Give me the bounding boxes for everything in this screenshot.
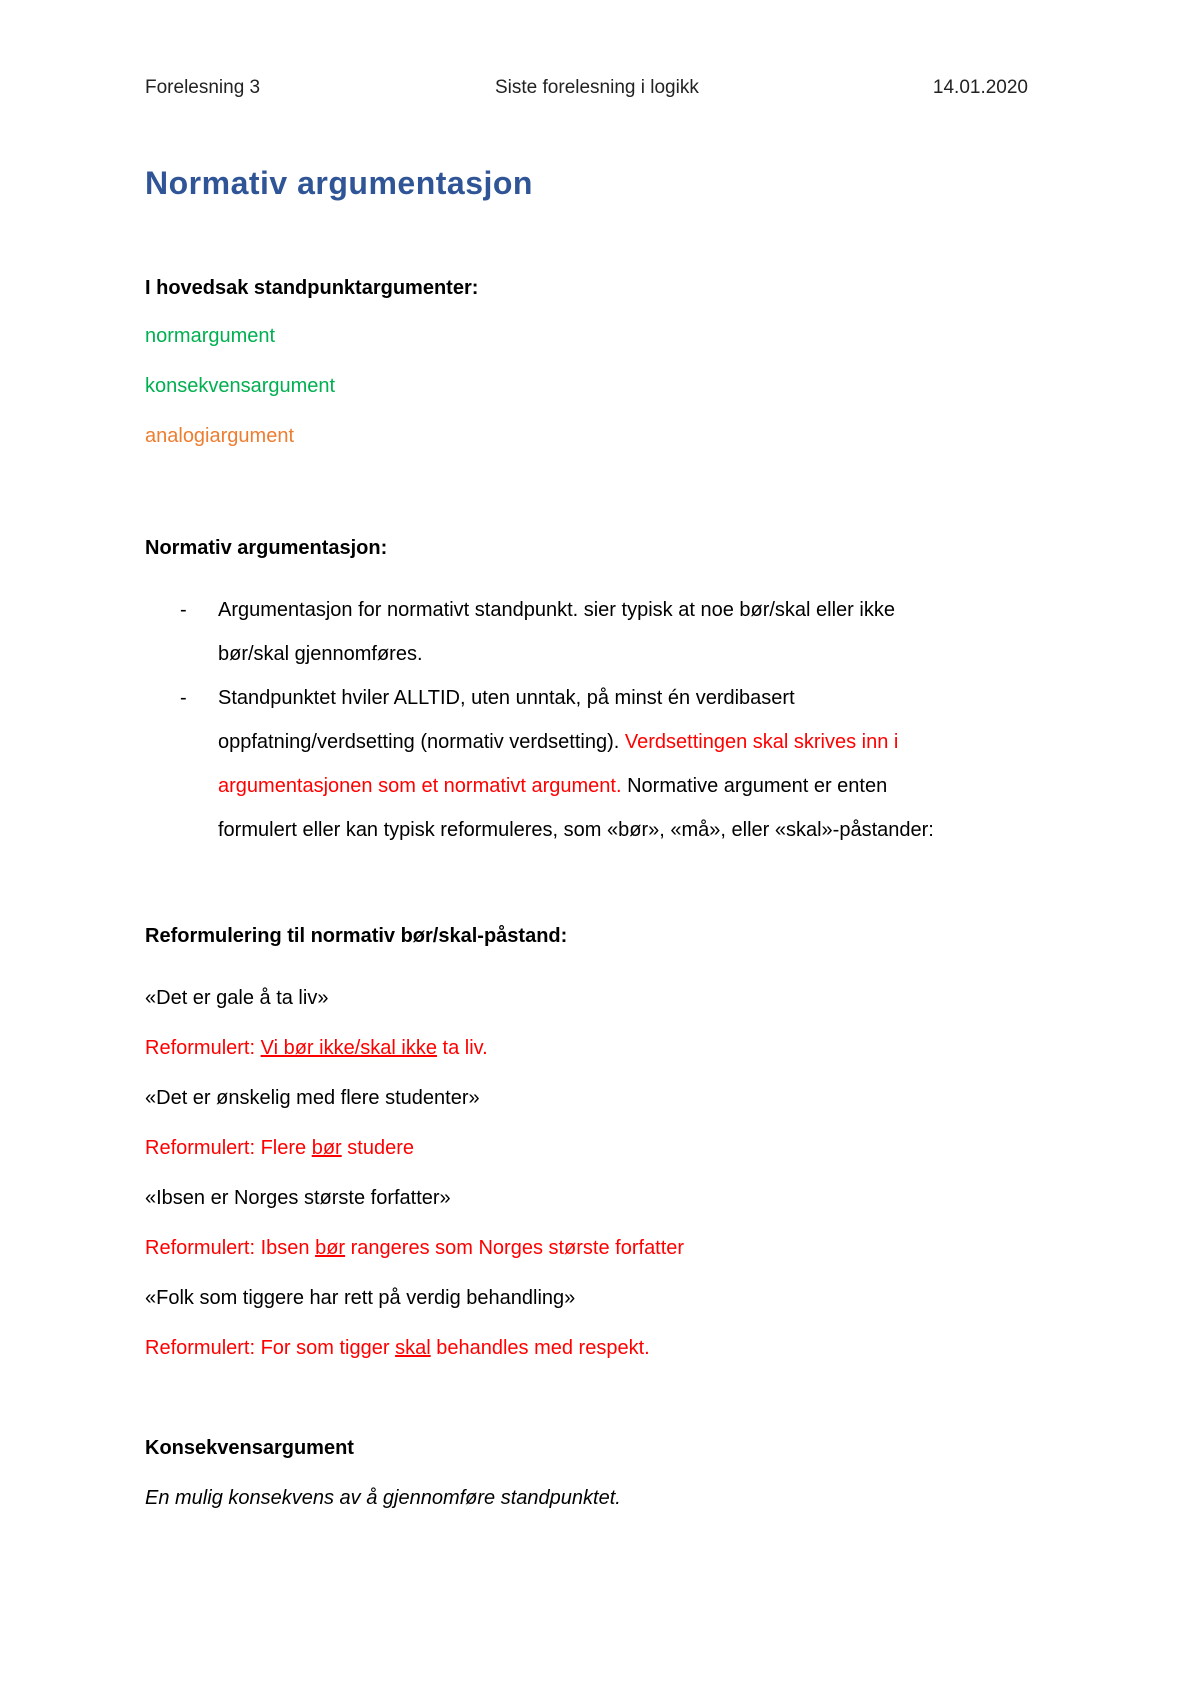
reformulated-prefix: Reformulert: For som tigger [145, 1337, 396, 1359]
bullet1-line2: bør/skal gjennomføres. [218, 643, 423, 665]
page-title: Normativ argumentasjon [145, 165, 533, 201]
header-lecture-number: Forelesning 3 [145, 77, 261, 98]
bullet2-line2 [218, 728, 898, 756]
reformulation-heading: Reformulering til normativ bør/skal-påstand: [145, 925, 568, 947]
bullet2-line2-highlight: Verdsettingen skal skrives inn i [619, 731, 899, 753]
example-reformulated [145, 1234, 684, 1262]
bullet2-line4: formulert eller kan typisk reformuleres, som «bør», «må», eller «skal»-påstander: [218, 819, 934, 841]
example-quote: «Det er ønskelig med flere studenter» [145, 1087, 480, 1109]
bullet2-line2-plain: oppfatning/verdsetting (normativ verdsetting). [218, 731, 620, 753]
reformulated-prefix: Reformulert: [145, 1037, 261, 1059]
reformulated-suffix: rangeres som Norges største forfatter [345, 1237, 685, 1259]
example-reformulated [145, 1034, 488, 1062]
consequence-definition: En mulig konsekvens av å gjennomføre standpunktet. [145, 1487, 621, 1509]
bullet2-line3-plain: Normative argument er enten [621, 775, 888, 797]
reformulated-keyword: skal [395, 1337, 431, 1359]
reformulated-suffix: behandles med respekt. [430, 1337, 650, 1359]
header-lecture-title: Siste forelesning i logikk [495, 77, 699, 98]
reformulated-prefix: Reformulert: Ibsen [145, 1237, 316, 1259]
example-reformulated [145, 1334, 650, 1362]
example-quote: «Ibsen er Norges største forfatter» [145, 1187, 451, 1209]
reformulated-suffix: studere [341, 1137, 414, 1159]
consequence-heading: Konsekvensargument [145, 1437, 354, 1459]
example-quote: «Det er gale å ta liv» [145, 987, 329, 1009]
example-reformulated [145, 1134, 414, 1162]
reformulated-keyword: Vi bør ikke/skal ikke [260, 1037, 437, 1059]
reformulated-suffix: ta liv. [436, 1037, 488, 1059]
reformulated-keyword: bør [311, 1137, 342, 1159]
bullet2-line3-highlight: argumentasjonen som et normativt argument. [218, 775, 622, 797]
intro-item-normargument: normargument [145, 325, 276, 347]
intro-item-konsekvensargument: konsekvensargument [145, 375, 336, 397]
bullet-marker: - [180, 687, 187, 709]
reformulated-keyword: bør [315, 1237, 346, 1259]
example-quote: «Folk som tiggere har rett på verdig behandling» [145, 1287, 576, 1309]
intro-item-analogiargument: analogiargument [145, 425, 294, 447]
bullet1-line1: Argumentasjon for normativt standpunkt. sier typisk at noe bør/skal eller ikke [218, 599, 895, 621]
bullet2-line1: Standpunktet hviler ALLTID, uten unntak, på minst én verdibasert [218, 687, 795, 709]
header-date: 14.01.2020 [932, 77, 1028, 98]
bullet2-line3 [218, 772, 887, 800]
intro-heading: I hovedsak standpunktargumenter: [145, 277, 479, 299]
normative-heading: Normativ argumentasjon: [145, 537, 388, 559]
bullet-marker: - [180, 599, 187, 621]
reformulated-prefix: Reformulert: Flere [145, 1137, 312, 1159]
